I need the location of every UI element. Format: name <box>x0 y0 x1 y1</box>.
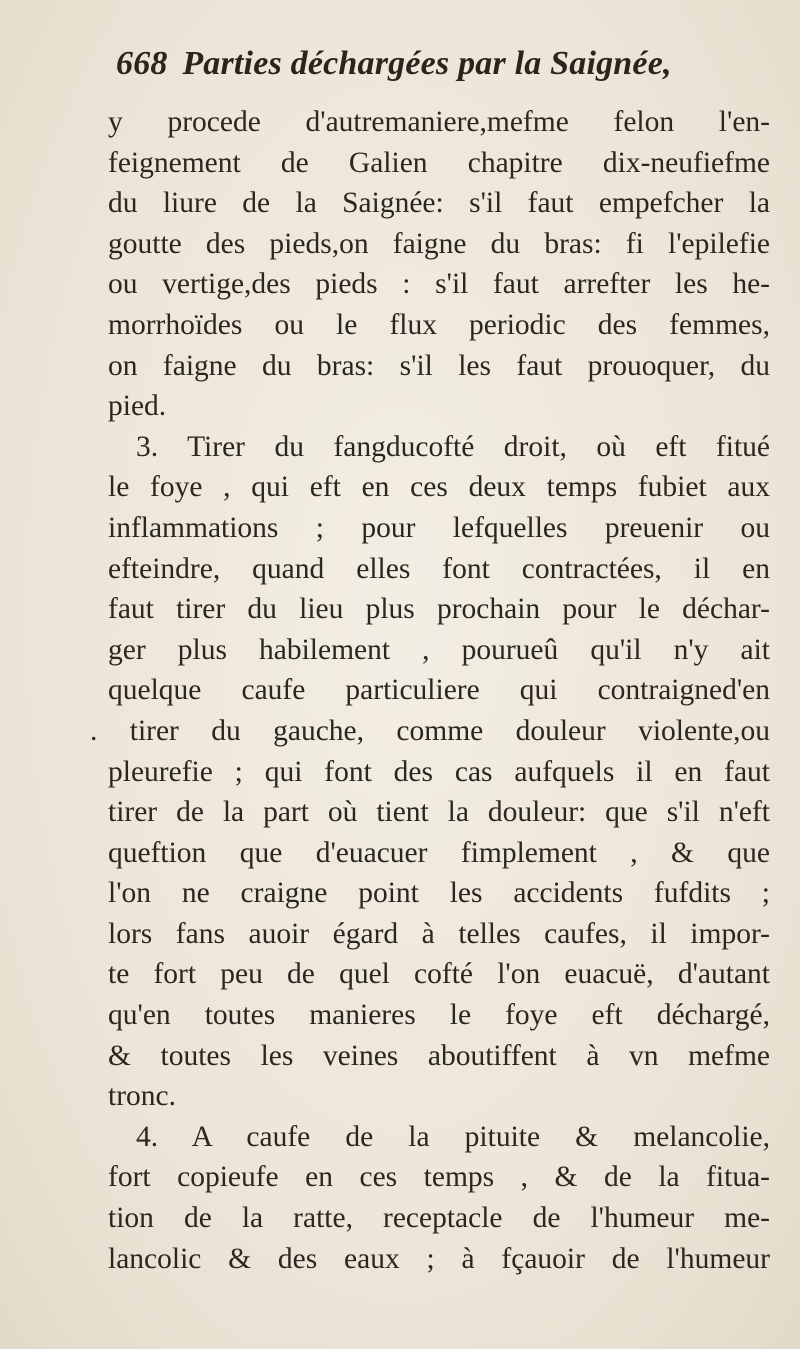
page-header <box>116 45 672 83</box>
paragraph-start: 3. Tirer du fangducofté droit, où eft fitué <box>136 430 770 463</box>
text-line: morrhoïdes ou le flux periodic des femmes, <box>108 308 770 341</box>
text-line: lors fans auoir égard à telles caufes, il impor- <box>108 917 770 950</box>
text-line: & toutes les veines aboutiffent à vn mefme <box>108 1039 770 1072</box>
text-line: tion de la ratte, receptacle de l'humeur me- <box>108 1202 770 1235</box>
text-line: tirer de la part où tient la douleur: que s'il n'eft <box>108 796 770 829</box>
running-title: Parties déchargées par la Saignée, <box>182 45 672 82</box>
text-line: y procede d'autremaniere,mefme felon l'en- <box>108 106 770 138</box>
page-number: 668 <box>116 45 168 82</box>
text-line: l'on ne craigne point les accidents fufdits ; <box>108 877 770 910</box>
text-line: inflammations ; pour lefquelles preuenir ou <box>108 511 770 544</box>
text-line: . tirer du gauche, comme douleur violente,ou <box>90 714 770 747</box>
text-line: feignement de Galien chapitre dix-neufiefme <box>108 146 770 179</box>
text-line: faut tirer du lieu plus prochain pour le déchar- <box>108 593 770 626</box>
text-line: on faigne du bras: s'il les faut prouoquer, du <box>108 349 770 382</box>
text-line: du liure de la Saignée: s'il faut empefcher la <box>108 187 770 220</box>
body-text <box>90 102 770 1279</box>
text-line: pleurefie ; qui font des cas aufquels il en faut <box>108 755 770 788</box>
text-line: fort copieufe en ces temps , & de la fitua- <box>108 1161 770 1194</box>
text-line: qu'en toutes manieres le foye eft déchargé, <box>108 999 770 1032</box>
text-line: pied. <box>108 390 167 423</box>
text-line: tronc. <box>108 1080 176 1113</box>
text-line: ou vertige,des pieds : s'il faut arrefter les he- <box>108 268 770 301</box>
paragraph-start: 4. A caufe de la pituite & melancolie, <box>136 1120 770 1153</box>
text-line: ger plus habilement , pourueû qu'il n'y ait <box>108 633 770 666</box>
text-line: quelque caufe particuliere qui contraigned'en <box>108 674 770 707</box>
text-line: te fort peu de quel cofté l'on euacuë, d'autant <box>108 958 770 991</box>
text-line: goutte des pieds,on faigne du bras: fi l'epilefie <box>108 227 770 260</box>
text-line: efteindre, quand elles font contractées, il en <box>108 552 770 585</box>
text-line: lancolic & des eaux ; à fçauoir de l'humeur <box>108 1242 770 1275</box>
text-line: queftion que d'euacuer fimplement , & que <box>108 836 770 869</box>
text-line: le foye , qui eft en ces deux temps fubiet aux <box>108 471 770 504</box>
